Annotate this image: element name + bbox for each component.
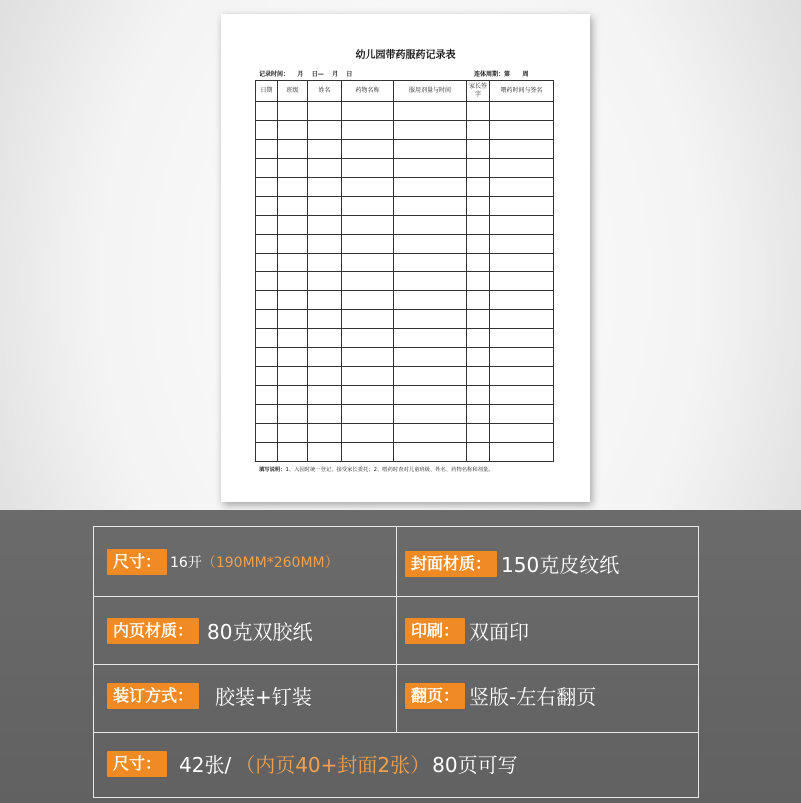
table-cell — [278, 234, 308, 253]
table-cell — [256, 139, 278, 158]
table-cell — [490, 234, 554, 253]
print-label: 印刷： — [405, 618, 465, 644]
table-cell — [256, 234, 278, 253]
sheets-detail: （内页40+封面2张） — [235, 753, 431, 777]
table-cell — [342, 196, 394, 215]
table-row — [256, 215, 554, 234]
table-cell — [342, 215, 394, 234]
table-cell — [394, 234, 467, 253]
note-label: 填写说明： — [259, 467, 286, 473]
table-cell — [467, 234, 490, 253]
table-cell — [256, 442, 278, 461]
table-cell — [467, 386, 490, 405]
table-cell — [308, 442, 342, 461]
table-cell — [467, 405, 490, 424]
spec-size — [107, 549, 339, 575]
divider — [94, 732, 698, 733]
table-cell — [308, 386, 342, 405]
table-cell — [490, 423, 554, 442]
table-cell — [490, 253, 554, 272]
header-parent-sign: 家长签字 — [467, 81, 490, 102]
table-cell — [256, 215, 278, 234]
header-feed-time: 喂药时间与签名 — [490, 81, 554, 102]
table-cell — [278, 291, 308, 310]
table-cell — [342, 177, 394, 196]
inner-label: 内页材质： — [107, 618, 199, 644]
table-cell — [256, 310, 278, 329]
table-cell — [308, 177, 342, 196]
spec-binding — [107, 681, 312, 710]
table-cell — [467, 442, 490, 461]
record-sheet-paper — [221, 14, 590, 502]
table-cell — [256, 177, 278, 196]
table-row — [256, 310, 554, 329]
record-time-line: 记录时间： 月 日— 月 日 — [259, 71, 353, 78]
table-cell — [342, 272, 394, 291]
table-cell — [308, 367, 342, 386]
table-cell — [467, 158, 490, 177]
header-medicine: 药物名称 — [342, 81, 394, 102]
table-cell — [256, 158, 278, 177]
table-cell — [256, 348, 278, 367]
table-cell — [342, 139, 394, 158]
table-cell — [278, 348, 308, 367]
table-cell — [394, 139, 467, 158]
table-cell — [490, 272, 554, 291]
table-cell — [278, 272, 308, 291]
table-row — [256, 102, 554, 121]
table-row — [256, 386, 554, 405]
spec-sheets — [107, 749, 518, 778]
table-row — [256, 158, 554, 177]
spec-inner — [107, 616, 312, 645]
table-row — [256, 120, 554, 139]
table-cell — [394, 386, 467, 405]
size-value: 16开 — [170, 555, 202, 571]
table-cell — [342, 423, 394, 442]
table-cell — [278, 442, 308, 461]
sheets-label: 尺寸： — [107, 751, 167, 777]
table-cell — [342, 158, 394, 177]
table-cell — [278, 120, 308, 139]
table-cell — [256, 120, 278, 139]
table-cell — [394, 177, 467, 196]
table-cell — [278, 177, 308, 196]
table-cell — [308, 423, 342, 442]
divider — [396, 527, 397, 732]
table-cell — [490, 177, 554, 196]
table-cell — [490, 310, 554, 329]
size-dimensions: （190MM*260MM） — [201, 555, 339, 571]
table-cell — [394, 442, 467, 461]
table-cell — [490, 367, 554, 386]
table-header-row — [256, 81, 554, 102]
table-cell — [490, 405, 554, 424]
table-row — [256, 348, 554, 367]
table-cell — [394, 215, 467, 234]
table-cell — [278, 215, 308, 234]
table-cell — [490, 291, 554, 310]
table-cell — [394, 348, 467, 367]
fill-instructions — [259, 466, 559, 475]
table-cell — [490, 215, 554, 234]
table-cell — [308, 253, 342, 272]
binding-label: 装订方式： — [107, 683, 199, 709]
table-cell — [467, 177, 490, 196]
table-cell — [256, 423, 278, 442]
table-cell — [278, 367, 308, 386]
table-cell — [308, 291, 342, 310]
table-cell — [278, 310, 308, 329]
table-cell — [342, 367, 394, 386]
table-cell — [394, 158, 467, 177]
document-title: 幼儿园带药服药记录表 — [355, 50, 456, 61]
sheets-pages: 80页可写 — [432, 753, 518, 777]
table-cell — [342, 102, 394, 121]
table-cell — [342, 348, 394, 367]
table-cell — [394, 367, 467, 386]
table-cell — [308, 139, 342, 158]
table-cell — [394, 291, 467, 310]
table-cell — [467, 310, 490, 329]
table-cell — [490, 102, 554, 121]
table-cell — [490, 158, 554, 177]
header-class: 班级 — [278, 81, 308, 102]
header-date: 日期 — [256, 81, 278, 102]
table-cell — [394, 253, 467, 272]
spec-flip — [405, 681, 596, 710]
table-cell — [278, 423, 308, 442]
table-row — [256, 367, 554, 386]
table-cell — [467, 215, 490, 234]
record-table — [255, 80, 554, 462]
table-cell — [394, 310, 467, 329]
print-value: 双面印 — [469, 620, 530, 644]
table-cell — [256, 102, 278, 121]
table-cell — [308, 120, 342, 139]
table-cell — [342, 442, 394, 461]
table-row — [256, 196, 554, 215]
header-name: 姓名 — [308, 81, 342, 102]
table-cell — [256, 329, 278, 348]
table-cell — [308, 102, 342, 121]
table-cell — [278, 139, 308, 158]
table-cell — [278, 102, 308, 121]
table-cell — [467, 196, 490, 215]
header-dosage: 服用剂量与时间 — [394, 81, 467, 102]
table-cell — [308, 158, 342, 177]
sheets-count: 42张/ — [179, 753, 232, 777]
table-cell — [342, 291, 394, 310]
spec-cover — [405, 549, 619, 578]
table-cell — [467, 102, 490, 121]
table-cell — [394, 102, 467, 121]
table-cell — [394, 405, 467, 424]
table-cell — [256, 253, 278, 272]
flip-value: 竖版-左右翻页 — [469, 685, 597, 709]
table-cell — [467, 367, 490, 386]
note-text: 1、入园时统一登记、接受家长委托；2、喂药时查对儿童班级、姓名、药物名称和剂量。 — [285, 467, 494, 473]
spec-panel — [0, 510, 801, 803]
table-row — [256, 405, 554, 424]
table-cell — [490, 196, 554, 215]
table-cell — [467, 291, 490, 310]
table-cell — [467, 253, 490, 272]
table-cell — [467, 348, 490, 367]
table-row — [256, 253, 554, 272]
table-cell — [394, 272, 467, 291]
table-cell — [490, 442, 554, 461]
inner-value: 80克双胶纸 — [207, 620, 313, 644]
table-cell — [308, 310, 342, 329]
spec-print — [405, 616, 529, 645]
cover-label: 封面材质： — [405, 551, 497, 577]
table-cell — [256, 291, 278, 310]
table-cell — [490, 386, 554, 405]
table-cell — [308, 329, 342, 348]
table-cell — [278, 405, 308, 424]
table-cell — [256, 272, 278, 291]
table-cell — [467, 139, 490, 158]
table-cell — [342, 329, 394, 348]
table-cell — [278, 329, 308, 348]
table-row — [256, 177, 554, 196]
table-cell — [342, 253, 394, 272]
table-row — [256, 442, 554, 461]
table-cell — [256, 196, 278, 215]
table-cell — [467, 423, 490, 442]
table-cell — [278, 196, 308, 215]
size-label: 尺寸： — [107, 549, 167, 575]
table-cell — [467, 272, 490, 291]
table-cell — [490, 120, 554, 139]
table-cell — [467, 329, 490, 348]
table-cell — [308, 348, 342, 367]
table-row — [256, 329, 554, 348]
table-cell — [342, 120, 394, 139]
table-cell — [490, 329, 554, 348]
table-cell — [308, 234, 342, 253]
table-row — [256, 234, 554, 253]
table-cell — [308, 215, 342, 234]
table-row — [256, 291, 554, 310]
table-cell — [342, 234, 394, 253]
table-row — [256, 423, 554, 442]
table-row — [256, 139, 554, 158]
table-cell — [467, 120, 490, 139]
table-cell — [278, 158, 308, 177]
table-cell — [394, 196, 467, 215]
table-cell — [490, 348, 554, 367]
table-cell — [490, 139, 554, 158]
cycle-week-line: 连体周期：第 周 — [474, 71, 529, 78]
spec-frame — [93, 526, 699, 798]
table-cell — [256, 405, 278, 424]
table-cell — [308, 405, 342, 424]
table-cell — [342, 405, 394, 424]
binding-value: 胶装+钉装 — [215, 685, 312, 709]
table-cell — [394, 329, 467, 348]
table-cell — [256, 386, 278, 405]
cover-value: 150克皮纹纸 — [501, 553, 620, 577]
table-cell — [394, 423, 467, 442]
table-cell — [278, 386, 308, 405]
table-cell — [342, 310, 394, 329]
table-cell — [342, 386, 394, 405]
table-row — [256, 272, 554, 291]
table-cell — [308, 196, 342, 215]
table-cell — [394, 120, 467, 139]
table-cell — [256, 367, 278, 386]
table-cell — [278, 253, 308, 272]
flip-label: 翻页： — [405, 683, 465, 709]
table-cell — [308, 272, 342, 291]
